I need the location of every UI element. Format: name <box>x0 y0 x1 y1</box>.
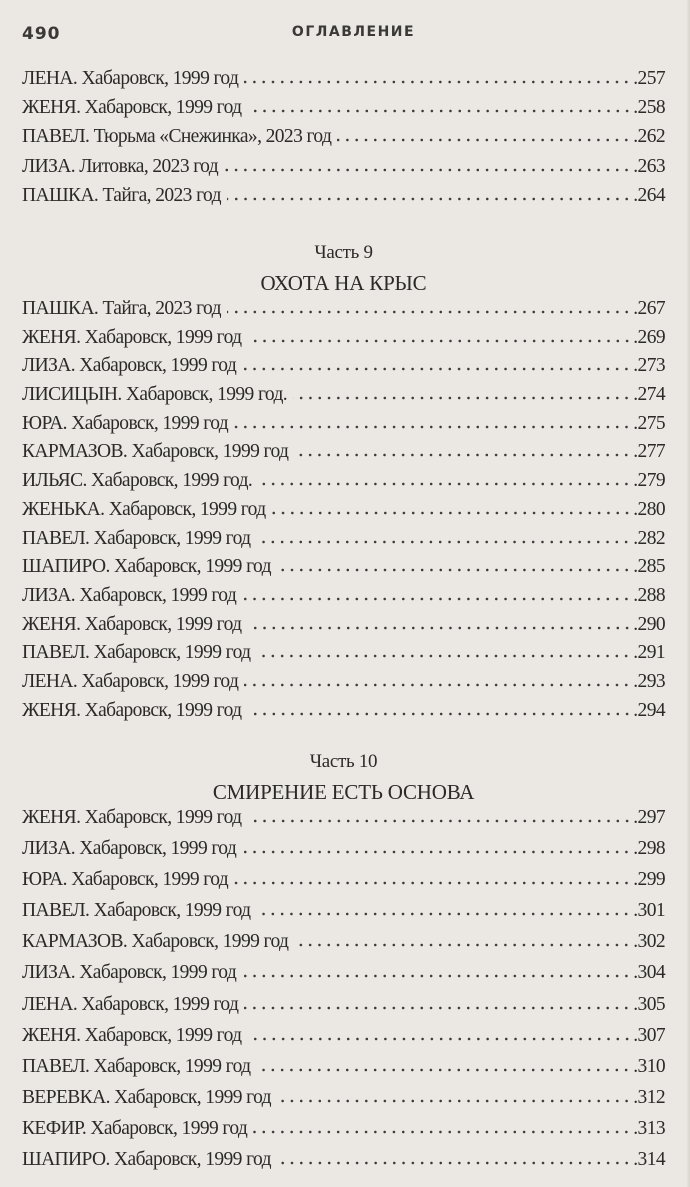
toc-entry <box>22 327 665 356</box>
toc-entry-title: ЛИСИЦЫН. Хабаровск, 1999 год. <box>22 384 288 406</box>
toc-entry-title: ЮРА. Хабаровск, 1999 год <box>22 412 229 434</box>
toc-entry-page: .293 <box>633 670 665 692</box>
toc-entry-title: ЛИЗА. Литовка, 2023 год <box>22 155 219 177</box>
dot-leader <box>248 1037 632 1041</box>
toc-entry-page: .298 <box>633 838 665 860</box>
toc-entry-page: .273 <box>633 355 665 377</box>
toc-entry <box>22 298 665 327</box>
toc-entry-title: ИЛЬЯС. Хабаровск, 1999 год. <box>22 470 253 492</box>
toc-entry-page: .302 <box>633 931 665 953</box>
dot-leader <box>258 482 631 486</box>
dot-leader <box>244 1006 631 1010</box>
toc-entry-title: ЖЕНЯ. Хабаровск, 1999 год <box>22 97 242 119</box>
toc-entry-title: ЖЕНЯ. Хабаровск, 1999 год <box>22 326 242 348</box>
toc-section-part-10 <box>22 747 665 1180</box>
dot-leader <box>242 850 631 854</box>
toc-section-part-9 <box>22 238 665 728</box>
dot-leader <box>253 1130 631 1134</box>
toc-entry <box>22 962 665 993</box>
toc-entry-page: .301 <box>633 900 665 922</box>
dot-leader <box>256 654 631 658</box>
dot-leader <box>293 396 631 400</box>
toc-entry-page: .263 <box>633 155 665 177</box>
toc-entry <box>22 556 665 585</box>
toc-entry-page: .313 <box>633 1117 665 1139</box>
dot-leader <box>227 310 631 314</box>
toc-entry <box>22 614 665 643</box>
toc-entry-title: ЖЕНЯ. Хабаровск, 1999 год <box>22 1024 242 1046</box>
dot-leader <box>234 881 631 885</box>
toc-entry-title: ЖЕНЯ. Хабаровск, 1999 год <box>22 807 242 828</box>
toc-entry-title: ВЕРЕВКА. Хабаровск, 1999 год <box>22 1086 272 1108</box>
toc-entry-title: ЮРА. Хабаровск, 1999 год <box>22 869 229 891</box>
toc-entry-page: .297 <box>633 807 665 828</box>
toc-entry <box>22 585 665 614</box>
dot-leader <box>248 819 632 823</box>
toc-entry-page: .282 <box>633 527 665 549</box>
toc-entry <box>22 355 665 384</box>
toc-entry-page: .277 <box>633 441 665 463</box>
toc-entry-title: ПАВЕЛ. Хабаровск, 1999 год <box>22 642 251 664</box>
toc-entry <box>22 441 665 470</box>
toc-entry-title: ЛИЗА. Хабаровск, 1999 год <box>22 838 237 860</box>
toc-entry-page: .257 <box>633 68 665 89</box>
toc-entry-title: ЛЕНА. Хабаровск, 1999 год <box>22 670 239 692</box>
toc-entry-page: .285 <box>633 556 665 578</box>
dot-leader <box>248 626 632 630</box>
dot-leader <box>244 80 631 84</box>
toc-entry-title: ПАШКА. Тайга, 2023 год <box>22 298 221 319</box>
dot-leader <box>242 597 631 601</box>
toc-entry <box>22 68 665 97</box>
toc-entry-title: ПАВЕЛ. Хабаровск, 1999 год <box>22 527 251 549</box>
toc-entry-page: .291 <box>633 642 665 664</box>
toc-entry-page: .294 <box>633 699 665 721</box>
toc-entry-page: .307 <box>633 1024 665 1046</box>
dot-leader <box>224 168 631 172</box>
dot-leader <box>277 1099 631 1103</box>
dot-leader <box>248 712 632 716</box>
toc-entry-page: .299 <box>633 869 665 891</box>
dot-leader <box>256 912 631 916</box>
toc-entry-title: ЛИЗА. Хабаровск, 1999 год <box>22 962 237 984</box>
toc-entry-title: ЖЕНЯ. Хабаровск, 1999 год <box>22 699 242 721</box>
toc-entry-title: КАРМАЗОВ. Хабаровск, 1999 год <box>22 931 289 953</box>
toc-entry-page: .262 <box>633 126 665 148</box>
toc-entry-page: .267 <box>633 298 665 319</box>
toc-entry-title: ПАВЕЛ. Хабаровск, 1999 год <box>22 1055 251 1077</box>
toc-entry <box>22 470 665 499</box>
toc-entry <box>22 671 665 700</box>
toc-entry-page: .304 <box>633 962 665 984</box>
page-header <box>22 24 665 52</box>
toc-entry-title: ЛИЗА. Хабаровск, 1999 год <box>22 584 237 606</box>
dot-leader <box>244 683 631 687</box>
toc-entry <box>22 1025 665 1056</box>
dot-leader <box>256 1068 631 1072</box>
dot-leader <box>234 425 631 429</box>
dot-leader <box>242 974 631 978</box>
toc-entry <box>22 156 665 185</box>
toc-entry <box>22 838 665 869</box>
toc-entry-page: .312 <box>633 1086 665 1108</box>
dot-leader <box>248 339 632 343</box>
dot-leader <box>242 367 631 371</box>
dot-leader <box>277 568 631 572</box>
toc-entry <box>22 700 665 729</box>
toc-entry <box>22 384 665 413</box>
toc-entry-page: .290 <box>633 613 665 635</box>
dot-leader <box>256 540 631 544</box>
toc-entry <box>22 931 665 962</box>
toc-entry <box>22 900 665 931</box>
toc-entry-title: ЖЕНЯ. Хабаровск, 1999 год <box>22 613 242 635</box>
toc-entry <box>22 185 665 214</box>
running-title: ОГЛАВЛЕНИЕ <box>291 24 416 40</box>
dot-leader <box>337 138 631 142</box>
toc-entry <box>22 1149 665 1180</box>
part-title: ОХОТА НА КРЫС <box>260 271 427 295</box>
toc-entry <box>22 1056 665 1087</box>
toc-entry-page: .279 <box>633 470 665 492</box>
toc-entry <box>22 807 665 838</box>
toc-entry <box>22 97 665 126</box>
toc-entry-title: ПАШКА. Тайга, 2023 год <box>22 184 221 206</box>
toc-entry <box>22 642 665 671</box>
toc-entry <box>22 1087 665 1118</box>
toc-entry-title: ШАПИРО. Хабаровск, 1999 год <box>22 556 271 578</box>
toc-entry <box>22 528 665 557</box>
toc-entry-title: ПАВЕЛ. Тюрьма «Снежинка», 2023 год <box>22 126 332 148</box>
toc-entry-title: КЕФИР. Хабаровск, 1999 год <box>22 1117 248 1139</box>
dot-leader <box>272 511 632 515</box>
toc-entry <box>22 1118 665 1149</box>
toc-entry-page: .310 <box>633 1055 665 1077</box>
toc-entry-title: ПАВЕЛ. Хабаровск, 1999 год <box>22 900 251 922</box>
toc-entry-title: ЖЕНЬКА. Хабаровск, 1999 год <box>22 498 266 520</box>
toc-entry-page: .305 <box>633 993 665 1015</box>
toc-entry <box>22 994 665 1025</box>
toc-entry <box>22 869 665 900</box>
dot-leader <box>277 1161 631 1165</box>
toc-entry-title: ЛЕНА. Хабаровск, 1999 год <box>22 993 239 1015</box>
dot-leader <box>227 197 631 201</box>
toc-entry-page: .264 <box>633 184 665 206</box>
toc-entry-page: .314 <box>633 1149 665 1171</box>
toc-entry <box>22 413 665 442</box>
toc-entry-page: .269 <box>633 326 665 348</box>
toc-section-part-8-end <box>22 68 665 214</box>
part-label: Часть 9 <box>314 242 373 263</box>
part-title: СМИРЕНИЕ ЕСТЬ ОСНОВА <box>212 780 475 804</box>
dot-leader <box>294 453 631 457</box>
toc-entry <box>22 126 665 155</box>
toc-entry-title: ЛИЗА. Хабаровск, 1999 год <box>22 355 237 377</box>
toc-entry <box>22 499 665 528</box>
page-edge-shadow <box>686 0 690 1187</box>
dot-leader <box>248 109 632 113</box>
part-label: Часть 10 <box>309 751 378 772</box>
toc-entry-title: ЛЕНА. Хабаровск, 1999 год <box>22 68 239 89</box>
toc-entry-title: ШАПИРО. Хабаровск, 1999 год <box>22 1149 271 1171</box>
toc-entry-page: .280 <box>633 498 665 520</box>
dot-leader <box>294 943 631 947</box>
toc-entry-page: .258 <box>633 97 665 119</box>
page-number: 490 <box>22 24 61 44</box>
toc-entry-page: .275 <box>633 412 665 434</box>
toc-entry-page: .274 <box>633 384 665 406</box>
toc-entry-title: КАРМАЗОВ. Хабаровск, 1999 год <box>22 441 289 463</box>
toc-entry-page: .288 <box>633 584 665 606</box>
